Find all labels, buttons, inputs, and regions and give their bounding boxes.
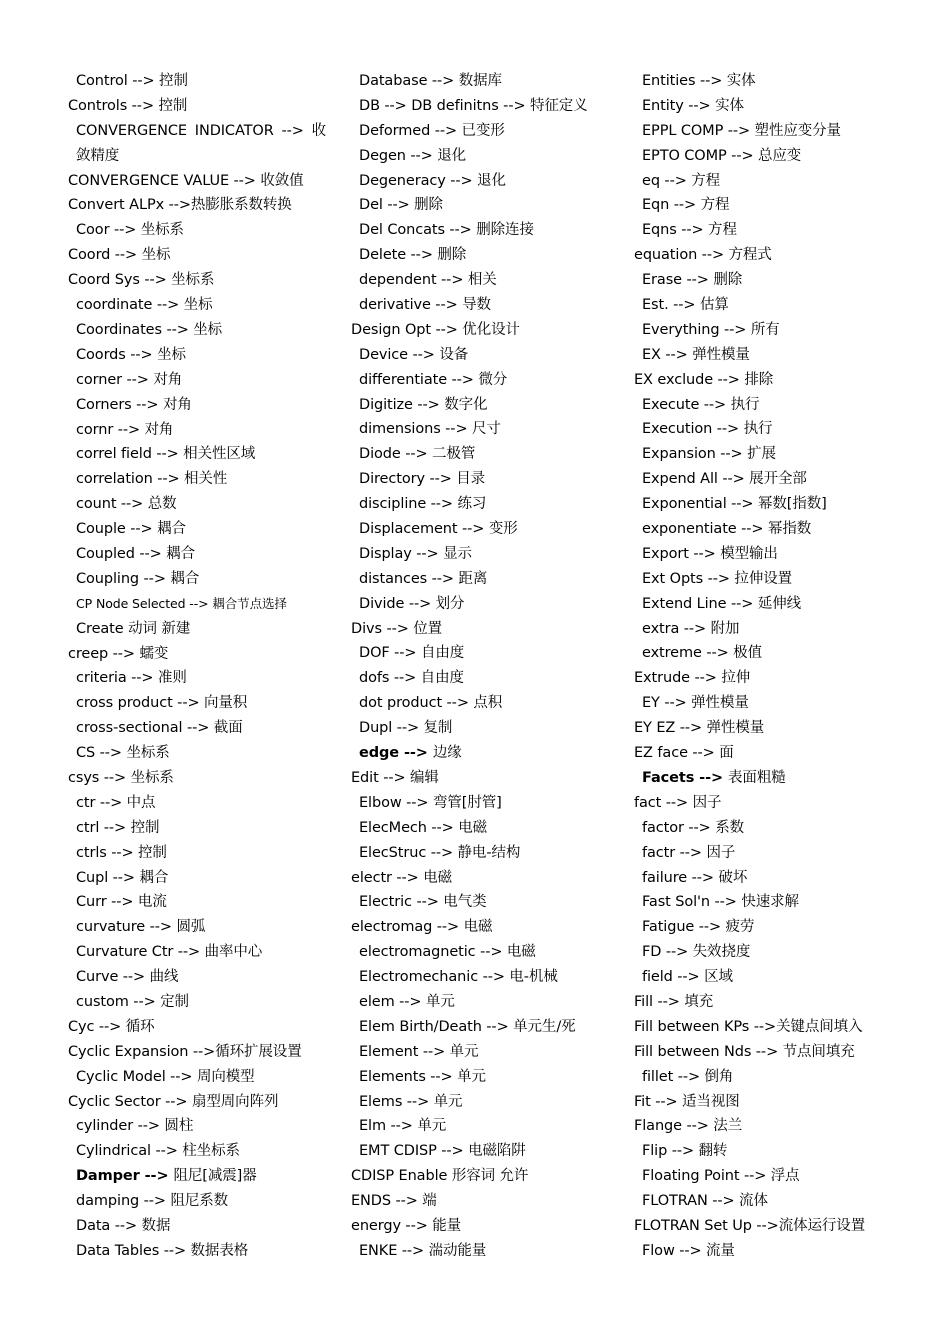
glossary-text: Delete --> 删除 (359, 247, 467, 264)
glossary-entry (68, 343, 338, 368)
glossary-entry (634, 1065, 934, 1090)
glossary-text: correlation --> 相关性 (76, 471, 228, 488)
glossary-entry (68, 218, 338, 243)
glossary-text: field --> 区域 (642, 969, 733, 986)
glossary-entry (68, 94, 338, 119)
glossary-entry (634, 1090, 934, 1115)
glossary-text: Cyc --> 循环 (68, 1018, 155, 1035)
glossary-entry (634, 318, 934, 343)
glossary-entry (351, 393, 621, 418)
glossary-entry (351, 94, 621, 119)
glossary-text: CONVERGENCE VALUE --> 收敛值 (68, 172, 304, 189)
glossary-entry (634, 343, 934, 368)
glossary-entry (351, 791, 621, 816)
glossary-entry (634, 467, 934, 492)
glossary-text: discipline --> 练习 (359, 496, 487, 513)
glossary-text: EY EZ --> 弹性模量 (634, 720, 765, 737)
glossary-entry (634, 890, 934, 915)
glossary-entry (351, 666, 621, 691)
glossary-text: Coords --> 坐标 (76, 346, 186, 363)
glossary-entry (68, 69, 338, 94)
glossary-entry (351, 268, 621, 293)
glossary-text: Execution --> 执行 (642, 421, 773, 438)
glossary-entry (68, 741, 338, 766)
glossary-entry (351, 318, 621, 343)
glossary-text: Ext Opts --> 拉伸设置 (642, 570, 793, 587)
glossary-entry (68, 666, 338, 691)
glossary-text: Floating Point --> 浮点 (642, 1168, 800, 1185)
glossary-entry (68, 567, 338, 592)
glossary-term-bold: Damper --> (76, 1168, 174, 1185)
glossary-entry (634, 592, 934, 617)
glossary-entry (351, 1164, 621, 1189)
glossary-text: Edit --> 编辑 (351, 769, 439, 786)
glossary-text: exponentiate --> 幂指数 (642, 521, 812, 538)
glossary-entry (634, 144, 934, 169)
glossary-text: curvature --> 圆弧 (76, 919, 206, 936)
glossary-entry (68, 1015, 338, 1040)
glossary-text: Coupling --> 耦合 (76, 570, 200, 587)
glossary-entry (351, 144, 621, 169)
glossary-text: Fatigue --> 疲劳 (642, 919, 755, 936)
glossary-text: Eqn --> 方程 (642, 197, 730, 214)
glossary-entry (351, 866, 621, 891)
glossary-text: Fill between KPs -->关键点间填入 (634, 1018, 863, 1035)
glossary-text: FLOTRAN --> 流体 (642, 1193, 768, 1210)
glossary-entry (68, 1090, 338, 1115)
glossary-text: Cylindrical --> 柱坐标系 (76, 1143, 240, 1160)
glossary-text: CDISP Enable 形容词 允许 (351, 1168, 529, 1185)
glossary-text: Corners --> 对角 (76, 396, 192, 413)
glossary-text: DB --> DB definitns --> 特征定义 (359, 97, 588, 114)
glossary-entry (634, 741, 934, 766)
glossary-text: derivative --> 导数 (359, 297, 491, 314)
glossary-text: Cupl --> 耦合 (76, 869, 169, 886)
glossary-entry (351, 193, 621, 218)
glossary-text: Device --> 设备 (359, 346, 469, 363)
glossary-entry (351, 1139, 621, 1164)
glossary-entry (634, 1139, 934, 1164)
glossary-text: elem --> 单元 (359, 993, 455, 1010)
glossary-text: Coord Sys --> 坐标系 (68, 272, 215, 289)
glossary-text: FLOTRAN Set Up -->流体运行设置 (634, 1217, 866, 1234)
glossary-entry (351, 816, 621, 841)
glossary-entry (68, 965, 338, 990)
column-2 (351, 69, 621, 1264)
glossary-entry (351, 69, 621, 94)
glossary-text: Flange --> 法兰 (634, 1118, 743, 1135)
glossary-text: Display --> 显示 (359, 545, 472, 562)
glossary-entry (634, 119, 934, 144)
glossary-entry (68, 1139, 338, 1164)
glossary-text: 阻尼[减震]器 (173, 1168, 257, 1185)
glossary-text: DOF --> 自由度 (359, 645, 465, 662)
glossary-entry (351, 542, 621, 567)
glossary-entry (68, 816, 338, 841)
glossary-entry (68, 890, 338, 915)
glossary-entry (68, 193, 338, 218)
glossary-entry (351, 1065, 621, 1090)
glossary-entry (351, 1015, 621, 1040)
glossary-text: extra --> 附加 (642, 620, 740, 637)
glossary-entry (634, 965, 934, 990)
glossary-entry (634, 641, 934, 666)
glossary-entry (68, 1164, 338, 1189)
glossary-text: 表面粗糙 (728, 769, 786, 786)
glossary-text: ENKE --> 湍动能量 (359, 1242, 487, 1259)
glossary-text: cross-sectional --> 截面 (76, 720, 243, 737)
glossary-text: factor --> 系数 (642, 819, 745, 836)
glossary-text: CP Node Selected --> 耦合节点选择 (76, 595, 287, 611)
glossary-text: Create 动词 新建 (76, 620, 191, 637)
glossary-text: Elm --> 单元 (359, 1118, 447, 1135)
glossary-text: ElecStruc --> 静电-结构 (359, 844, 521, 861)
glossary-text: Divs --> 位置 (351, 620, 443, 637)
glossary-text: Execute --> 执行 (642, 396, 760, 413)
glossary-entry (351, 617, 621, 642)
glossary-entry (68, 791, 338, 816)
glossary-entry (351, 841, 621, 866)
glossary-text: csys --> 坐标系 (68, 769, 174, 786)
glossary-text: dofs --> 自由度 (359, 670, 464, 687)
glossary-entry (351, 641, 621, 666)
glossary-text: Elements --> 单元 (359, 1068, 486, 1085)
glossary-entry (351, 766, 621, 791)
glossary-entry (351, 442, 621, 467)
glossary-entry (351, 1214, 621, 1239)
glossary-text: Cyclic Sector --> 扇型周向阵列 (68, 1093, 279, 1110)
glossary-text: Electric --> 电气类 (359, 894, 487, 911)
glossary-entry (634, 791, 934, 816)
glossary-entry (351, 492, 621, 517)
glossary-entry (68, 442, 338, 467)
glossary-entry (634, 990, 934, 1015)
glossary-text: Diode --> 二极管 (359, 446, 476, 463)
glossary-entry (68, 1114, 338, 1139)
glossary-text: fact --> 因子 (634, 794, 722, 811)
glossary-entry (68, 368, 338, 393)
glossary-entry (68, 293, 338, 318)
glossary-term-bold: edge --> (359, 745, 433, 762)
glossary-entry (68, 119, 326, 169)
glossary-text: CONVERGENCE INDICATOR --> 收敛精度 (76, 122, 326, 164)
glossary-entry (634, 716, 934, 741)
column-3 (634, 69, 934, 1264)
glossary-text: Elem Birth/Death --> 单元生/死 (359, 1018, 576, 1035)
glossary-text: corner --> 对角 (76, 371, 183, 388)
glossary-text: ElecMech --> 电磁 (359, 819, 488, 836)
glossary-entry (634, 368, 934, 393)
glossary-text: Data --> 数据 (76, 1218, 171, 1234)
glossary-text: Divide --> 划分 (359, 595, 465, 612)
glossary-entry (634, 69, 934, 94)
glossary-entry (351, 1189, 621, 1214)
glossary-text: creep --> 蠕变 (68, 645, 169, 662)
glossary-text: Erase --> 删除 (642, 272, 743, 289)
glossary-entry (68, 318, 338, 343)
glossary-text: Convert ALPx -->热膨胀系数转换 (68, 197, 292, 214)
glossary-text: ctrl --> 控制 (76, 819, 160, 836)
glossary-entry (634, 193, 934, 218)
glossary-entry (351, 592, 621, 617)
glossary-text: Exponential --> 幂数[指数] (642, 496, 827, 513)
glossary-entry (68, 1189, 338, 1214)
glossary-text: cornr --> 对角 (76, 421, 174, 438)
glossary-text: Extend Line --> 延伸线 (642, 595, 802, 612)
glossary-entry (634, 766, 934, 791)
glossary-entry (351, 965, 621, 990)
glossary-text: cylinder --> 圆柱 (76, 1118, 194, 1135)
glossary-text: Expend All --> 展开全部 (642, 471, 807, 488)
glossary-text: distances --> 距离 (359, 570, 488, 587)
glossary-text: Database --> 数据库 (359, 73, 502, 89)
glossary-entry (68, 492, 338, 517)
glossary-text: Element --> 单元 (359, 1043, 479, 1060)
glossary-entry (634, 1040, 934, 1065)
glossary-text: Displacement --> 变形 (359, 521, 518, 538)
glossary-entry (68, 1040, 338, 1065)
glossary-text: Fill between Nds --> 节点间填充 (634, 1043, 855, 1060)
glossary-text: Elems --> 单元 (359, 1093, 463, 1110)
glossary-entry (634, 243, 934, 268)
glossary-entry (68, 940, 338, 965)
glossary-entry (634, 218, 934, 243)
glossary-text: Flip --> 翻转 (642, 1143, 728, 1160)
glossary-entry (634, 1015, 934, 1040)
glossary-text: EZ face --> 面 (634, 745, 734, 762)
glossary-text: Est. --> 估算 (642, 297, 729, 314)
glossary-entry (68, 915, 338, 940)
glossary-text: Dupl --> 复制 (359, 720, 453, 737)
glossary-text: EY --> 弹性模量 (642, 695, 749, 712)
glossary-text: Coor --> 坐标系 (76, 222, 184, 239)
glossary-text: factr --> 因子 (642, 844, 736, 861)
glossary-entry (68, 592, 338, 617)
glossary-entry (351, 343, 621, 368)
glossary-entry (634, 691, 934, 716)
glossary-entry (351, 243, 621, 268)
glossary-entry (351, 1040, 621, 1065)
glossary-entry (68, 716, 338, 741)
glossary-entry (68, 542, 338, 567)
glossary-text: Coord --> 坐标 (68, 247, 171, 264)
glossary-text: Entities --> 实体 (642, 73, 756, 89)
glossary-text: extreme --> 极值 (642, 645, 762, 662)
glossary-entry (634, 442, 934, 467)
glossary-text: failure --> 破坏 (642, 869, 748, 886)
glossary-text: Degeneracy --> 退化 (359, 172, 506, 189)
glossary-text: Fit --> 适当视图 (634, 1093, 740, 1110)
glossary-entry (634, 517, 934, 542)
glossary-entry (634, 1214, 934, 1239)
glossary-term-bold: Facets --> (642, 769, 729, 786)
glossary-text: Export --> 模型输出 (642, 545, 778, 562)
glossary-entry (634, 816, 934, 841)
glossary-text: electr --> 电磁 (351, 869, 453, 886)
glossary-entry (351, 293, 621, 318)
glossary-entry (634, 169, 934, 194)
glossary-entry (68, 393, 338, 418)
glossary-entry (634, 841, 934, 866)
glossary-text: dependent --> 相关 (359, 272, 497, 289)
glossary-text: Everything --> 所有 (642, 321, 780, 338)
glossary-entry (68, 243, 338, 268)
glossary-text: Extrude --> 拉伸 (634, 670, 751, 687)
glossary-entry (634, 1164, 934, 1189)
glossary-entry (351, 915, 621, 940)
glossary-text: Couple --> 耦合 (76, 521, 186, 538)
glossary-text: Design Opt --> 优化设计 (351, 321, 520, 338)
glossary-entry (634, 268, 934, 293)
glossary-entry (68, 617, 338, 642)
glossary-entry (634, 617, 934, 642)
glossary-text: Fill --> 填充 (634, 993, 714, 1010)
glossary-entry (351, 218, 621, 243)
glossary-entry (68, 841, 338, 866)
glossary-text: Degen --> 退化 (359, 147, 467, 164)
glossary-entry (351, 417, 621, 442)
glossary-text: dimensions --> 尺寸 (359, 421, 501, 438)
glossary-entry (68, 642, 338, 667)
glossary-text: Fast Sol'n --> 快速求解 (642, 894, 799, 911)
glossary-entry (351, 467, 621, 492)
glossary-text: Deformed --> 已变形 (359, 122, 505, 139)
glossary-entry (351, 691, 621, 716)
glossary-text: coordinate --> 坐标 (76, 297, 213, 314)
column-1 (68, 69, 338, 1264)
glossary-entry (634, 542, 934, 567)
glossary-text: Electromechanic --> 电-机械 (359, 969, 558, 986)
glossary-text: custom --> 定制 (76, 993, 189, 1010)
glossary-entry (634, 492, 934, 517)
glossary-text: count --> 总数 (76, 496, 177, 513)
glossary-entry (634, 417, 934, 442)
glossary-text: EMT CDISP --> 电磁陷阱 (359, 1143, 526, 1160)
glossary-entry (351, 716, 621, 741)
glossary-text: criteria --> 准则 (76, 670, 187, 687)
glossary-entry (351, 1239, 621, 1264)
glossary-text: Del --> 删除 (359, 197, 443, 214)
glossary-text: EX exclude --> 排除 (634, 371, 774, 388)
glossary-text: Curve --> 曲线 (76, 969, 179, 986)
glossary-entry (634, 293, 934, 318)
glossary-text: ctrls --> 控制 (76, 844, 167, 861)
glossary-text: cross product --> 向量积 (76, 695, 248, 712)
glossary-entry (68, 268, 338, 293)
glossary-entry (634, 866, 934, 891)
glossary-text: equation --> 方程式 (634, 247, 772, 264)
glossary-entry (634, 940, 934, 965)
glossary-entry (351, 990, 621, 1015)
glossary-text: FD --> 失效挠度 (642, 944, 751, 961)
glossary-text: damping --> 阻尼系数 (76, 1193, 229, 1210)
glossary-text: Eqns --> 方程 (642, 222, 737, 239)
glossary-entry (634, 1114, 934, 1139)
glossary-entry (634, 393, 934, 418)
glossary-entry (351, 517, 621, 542)
glossary-entry (351, 567, 621, 592)
glossary-text: Control --> 控制 (76, 73, 188, 89)
glossary-entry (68, 169, 338, 194)
glossary-text: EPPL COMP --> 塑性应变分量 (642, 122, 841, 139)
glossary-text: Digitize --> 数字化 (359, 396, 488, 413)
glossary-entry (68, 1239, 338, 1264)
glossary-text: dot product --> 点积 (359, 695, 503, 712)
glossary-text: Flow --> 流量 (642, 1242, 735, 1259)
glossary-entry (634, 666, 934, 691)
glossary-text: ctr --> 中点 (76, 794, 156, 811)
glossary-text: fillet --> 倒角 (642, 1068, 734, 1085)
glossary-text: ENDS --> 端 (351, 1193, 437, 1210)
glossary-entry (68, 990, 338, 1015)
glossary-text: Del Concats --> 删除连接 (359, 222, 534, 239)
glossary-text: Coupled --> 耦合 (76, 545, 195, 562)
glossary-entry (351, 1090, 621, 1115)
glossary-entry (68, 866, 338, 891)
glossary-entry (68, 467, 338, 492)
glossary-text: Cyclic Expansion -->循环扩展设置 (68, 1043, 302, 1060)
glossary-text: correl field --> 相关性区域 (76, 446, 256, 463)
glossary-text: Coordinates --> 坐标 (76, 321, 223, 338)
glossary-entry (634, 567, 934, 592)
glossary-text: electromagnetic --> 电磁 (359, 944, 536, 961)
glossary-entry (634, 1239, 934, 1264)
glossary-entry (68, 1065, 338, 1090)
glossary-text: 边缘 (432, 745, 462, 762)
glossary-entry (351, 119, 621, 144)
glossary-entry (351, 169, 621, 194)
glossary-text: eq --> 方程 (642, 172, 721, 189)
glossary-entry (634, 94, 934, 119)
glossary-entry (68, 418, 338, 443)
glossary-text: Elbow --> 弯管[肘管] (359, 794, 502, 811)
glossary-text: Data Tables --> 数据表格 (76, 1242, 249, 1259)
glossary-entry (351, 890, 621, 915)
glossary-entry (351, 368, 621, 393)
glossary-entry (351, 940, 621, 965)
glossary-text: CS --> 坐标系 (76, 745, 170, 762)
glossary-entry (68, 1214, 338, 1239)
glossary-entry (351, 1114, 621, 1139)
glossary-entry (634, 1189, 934, 1214)
glossary-text: Entity --> 实体 (642, 97, 744, 114)
glossary-entry (68, 691, 338, 716)
glossary-text: EPTO COMP --> 总应变 (642, 147, 802, 164)
glossary-entry (351, 741, 621, 766)
glossary-entry (634, 915, 934, 940)
glossary-text: electromag --> 电磁 (351, 919, 493, 936)
glossary-text: Controls --> 控制 (68, 97, 188, 114)
glossary-text: Directory --> 目录 (359, 471, 486, 488)
glossary-text: Cyclic Model --> 周向模型 (76, 1068, 255, 1085)
glossary-entry (68, 517, 338, 542)
glossary-text: EX --> 弹性模量 (642, 346, 750, 363)
glossary-entry (68, 766, 338, 791)
glossary-text: Curr --> 电流 (76, 894, 167, 911)
glossary-text: differentiate --> 微分 (359, 371, 508, 388)
glossary-text: Expansion --> 扩展 (642, 446, 776, 463)
glossary-text: Curvature Ctr --> 曲率中心 (76, 944, 263, 961)
glossary-text: energy --> 能量 (351, 1217, 462, 1234)
